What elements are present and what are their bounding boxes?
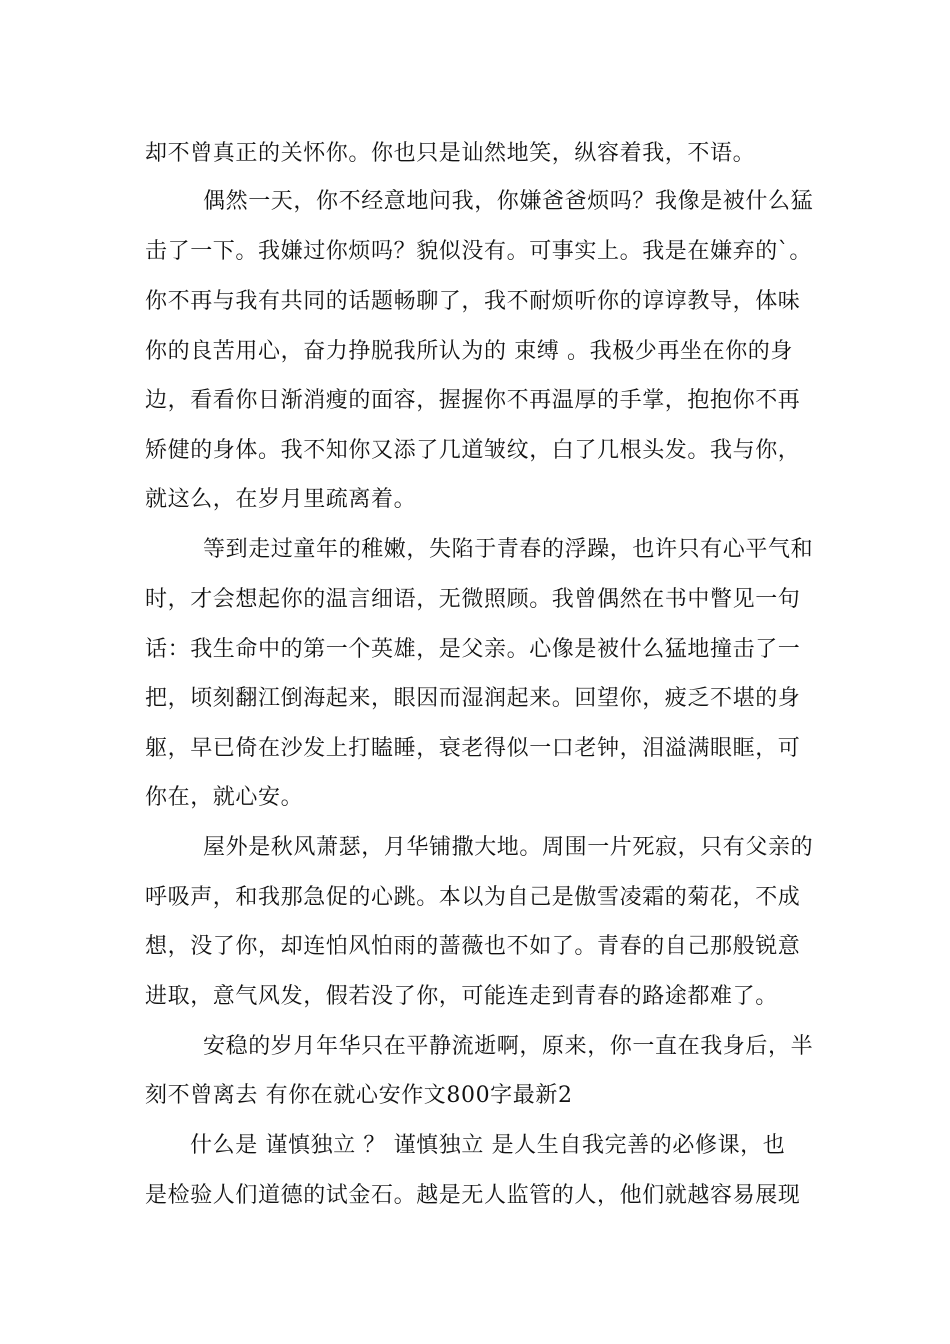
text-line: 你的良苦用心，奋力挣脱我所认为的 束缚 。我极少再坐在你的身 <box>145 339 793 364</box>
text-line: 呼吸声，和我那急促的心跳。本以为自己是傲雪凌霜的菊花，不成 <box>145 885 801 910</box>
text-line: 偶然一天，你不经意地问我，你嫌爸爸烦吗？我像是被什么猛 <box>203 189 814 214</box>
text-line: 时，才会想起你的温言细语，无微照顾。我曾偶然在书中瞥见一句 <box>145 587 801 612</box>
text-line: 把，顷刻翻江倒海起来，眼因而湿润起来。回望你，疲乏不堪的身 <box>145 686 801 711</box>
text-line: 你在，就心安。 <box>145 785 304 810</box>
text-line: 你不再与我有共同的话题畅聊了，我不耐烦听你的谆谆教导，体味 <box>145 289 801 314</box>
text-line: 安稳的岁月年华只在平静流逝啊，原来，你一直在我身后，半 <box>203 1034 814 1059</box>
text-line: 话：我生命中的第一个英雄，是父亲。心像是被什么猛地撞击了一 <box>145 637 801 662</box>
text-line: 却不曾真正的关怀你。你也只是讪然地笑，纵容着我，不语。 <box>145 141 756 166</box>
text-line: 想，没了你，却连怕风怕雨的蔷薇也不如了。青春的自己那般锐意 <box>145 934 801 959</box>
text-line: 躯，早已倚在沙发上打瞌睡，衰老得似一口老钟，泪溢满眼眶，可 <box>145 736 801 761</box>
text-line: 进取，意气风发，假若没了你，可能连走到青春的路途都难了。 <box>145 984 778 1009</box>
text-line: 是检验人们道德的试金石。越是无人监管的人，他们就越容易展现 <box>145 1183 801 1208</box>
text-line: 击了一下。我嫌过你烦吗？貌似没有。可事实上。我是在嫌弃的`。 <box>145 239 813 264</box>
text-line: 刻不曾离去 有你在就心安作文800字最新2 <box>145 1083 573 1108</box>
text-line: 矫健的身体。我不知你又添了几道皱纹，白了几根头发。我与你， <box>145 438 801 463</box>
text-line: 边，看看你日渐消瘦的面容，握握你不再温厚的手掌，抱抱你不再 <box>145 388 801 413</box>
text-line: 就这么，在岁月里疏离着。 <box>145 487 417 512</box>
text-line: 什么是 谨慎独立 ？ 谨慎独立 是人生自我完善的必修课，也 <box>190 1133 786 1158</box>
text-line: 等到走过童年的稚嫩，失陷于青春的浮躁，也许只有心平气和 <box>203 537 814 562</box>
text-line: 屋外是秋风萧瑟，月华铺撒大地。周围一片死寂，只有父亲的 <box>203 835 814 860</box>
